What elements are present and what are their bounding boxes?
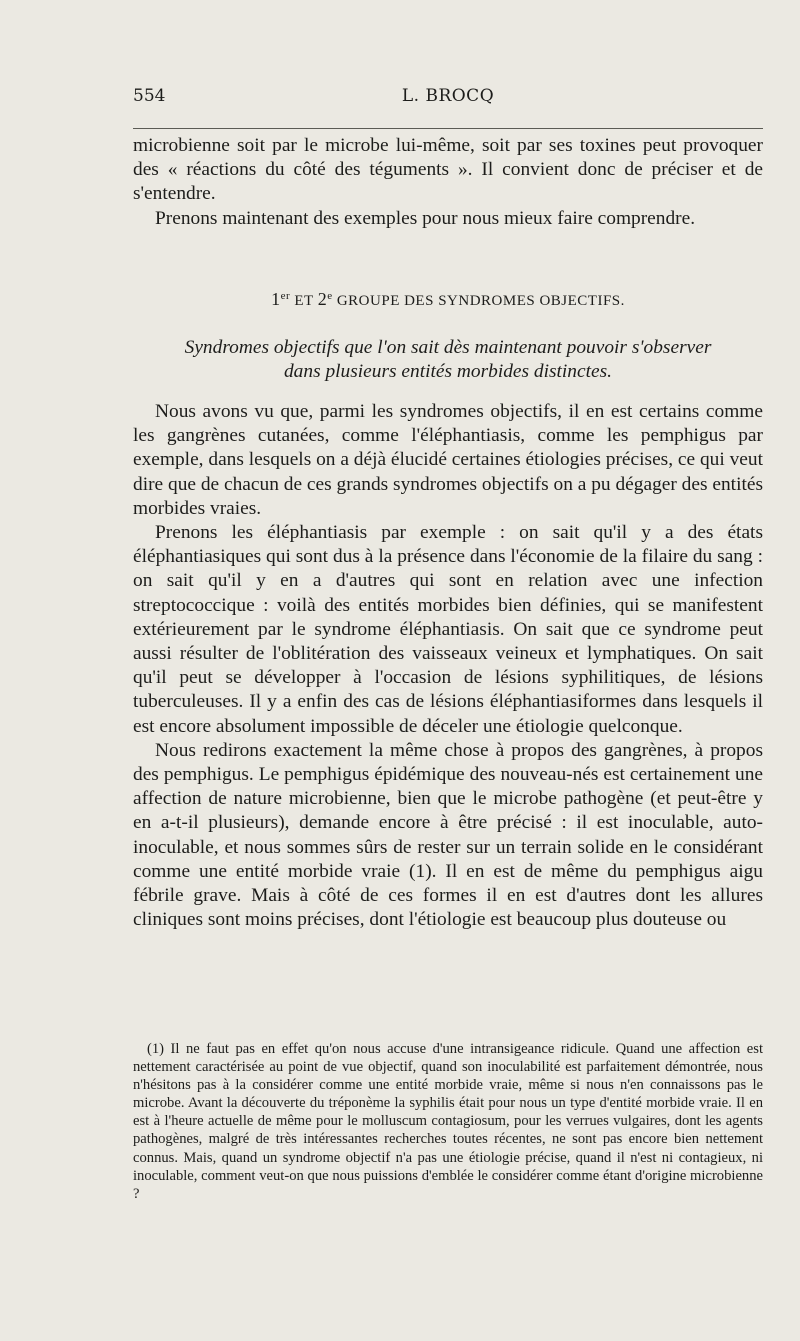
footnote-text: (1) Il ne faut pas en effet qu'on nous accuse d'une intransigeance ridicule. Quand une affection est nettement caractérisée au point de vue objectif, quand son inoculabilité est parfaitement démontrée, nous n'hésitons pas à la considérer comme une entité morbide vraie, même si nous n'en connaissons pas le microbe. Avant la découverte du tréponème la syphilis était pour nous un type d'entité morbide vraie. Il en est à l'heure actuelle de même pour le molluscum contagiosum, pour les verrues vulgaires, dont les agents pathogènes, malgré de très intéressantes recherches toutes récentes, ne sont pas encore bien nettement connus. Mais, quand un syndrome objectif n'a pas une étiologie précise, quand il n'est ni contagieux, ni inoculable, comment veut-on que nous puissions d'emblée le considérer comme étant d'origine microbienne ? [133,1041,763,1202]
main-text [133,400,763,932]
subtitle-line-1: Syndromes objectifs que l'on sait dès maintenant pouvoir s'observer [184,337,712,358]
footnote [133,1040,763,1203]
group-title: 1er ET 2e GROUPE DES SYNDROMES OBJECTIFS. [271,289,625,309]
paragraph-elephantiasis: Prenons les éléphantiasis par exemple : on sait qu'il y a des états éléphantiasiques qui sont dus à la présence dans l'économie de la filaire du sang : on sait qu'il y en a d'autres qui sont en relation avec une infection streptococcique : voilà des entités morbides bien définies, qui se manifestent extérieurement par le syndrome éléphantiasis. On sait que ce syndrome peut aussi résulter de l'oblitération des vaisseaux veineux et lymphatiques. On sait qu'il peut se développer à l'occasion de lésions syphilitiques, de lésions tuberculeuses. Il y a enfin des cas de lésions éléphantiasiformes dans lesquels il est encore absolument impossible de déceler une étiologie quelconque. [133,522,763,737]
page-number: 554 [133,86,166,106]
subtitle-line-2: dans plusieurs entités morbides distinctes. [283,361,612,382]
section-heading [133,289,763,310]
running-header [133,86,763,116]
paragraph-continuation: microbienne soit par le microbe lui-même, soit par ses toxines peut provoquer des « réactions du côté des téguments ». Il convient donc de préciser et de s'entendre. [133,135,763,205]
opening-text [133,134,763,231]
header-rule [133,128,763,129]
running-head-author: L. BROCQ [401,86,495,106]
paragraph-examples: Prenons maintenant des exemples pour nous mieux faire comprendre. [155,207,696,229]
section-subtitle [133,336,763,384]
paragraph-pemphigus: Nous redirons exactement la même chose à propos des gangrènes, à propos des pemphigus. Le pemphigus épidémique des nouveau-nés est certainement une affection de nature microbienne, bien que le microbe pathogène (et peut-être y en a-t-il plusieurs), demande encore à être précisé : il est inoculable, auto-inoculable, et nous sommes sûrs de rester sur un terrain solide en le considérant comme une entité morbide vraie (1). Il en est de même du pemphigus aigu fébrile grave. Mais à côté de ces formes il en est d'autres dont les allures cliniques sont moins précises, dont l'étiologie est beaucoup plus douteuse ou [133,739,763,931]
paragraph-syndromes: Nous avons vu que, parmi les syndromes objectifs, il en est certains comme les gangrènes cutanées, comme l'éléphantiasis, comme les pemphigus par exemple, dans lesquels on a déjà élucidé certaines étiologies précises, ce qui veut dire que de chacun de ces grands syndromes objectifs on a pu dégager des entités morbides vraies. [133,401,763,519]
